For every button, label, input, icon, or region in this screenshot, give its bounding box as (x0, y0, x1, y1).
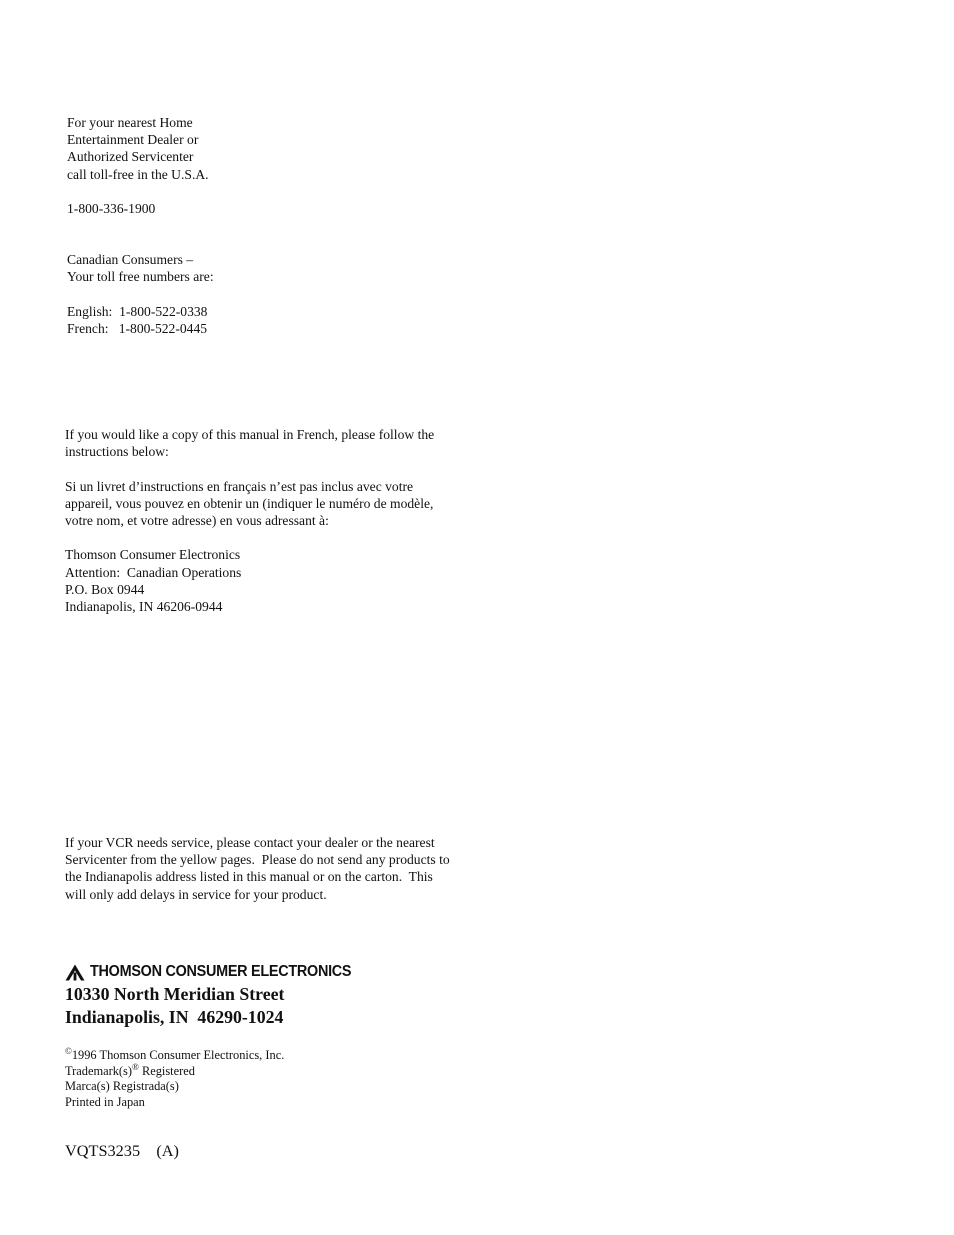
french-intro-line: instructions below: (65, 444, 169, 460)
us-phone-number: 1-800-336-1900 (67, 201, 156, 216)
english-phone-line: English: 1-800-522-0338 (67, 303, 208, 319)
company-address (65, 983, 284, 1028)
contact-line: Authorized Servicenter (67, 149, 194, 165)
service-notice-line: If your VCR needs service, please contact your dealer or the nearest (65, 835, 435, 850)
canadian-consumers-block (67, 251, 214, 337)
registered-symbol: ® (132, 1061, 139, 1072)
french-text-line: votre nom, et votre adresse) en vous adressant à: (65, 513, 329, 528)
company-brand-name: THOMSON CONSUMER ELECTRONICS (90, 963, 352, 980)
canada-heading-line: Canadian Consumers – (67, 252, 194, 267)
street-address: 10330 North Meridian Street (65, 984, 285, 1004)
canada-heading-line: Your toll free numbers are: (67, 269, 214, 285)
dealer-contact-block (67, 114, 209, 217)
printed-in-line: Printed in Japan (65, 1094, 145, 1109)
trademark-suffix: Registered (138, 1063, 195, 1078)
french-intro-line: If you would like a copy of this manual in French, please follow the (65, 427, 435, 442)
mailing-address-line: Thomson Consumer Electronics (65, 547, 241, 563)
legal-notice (65, 1048, 284, 1110)
french-manual-block (65, 426, 434, 615)
service-notice-line: the Indianapolis address listed in this manual or on the carton. This (65, 869, 433, 885)
city-state-zip: Indianapolis, IN 46290-1024 (65, 1006, 284, 1027)
french-text-line: appareil, vous pouvez en obtenir un (indiquer le numéro de modèle, (65, 495, 434, 511)
spacer (67, 183, 209, 200)
french-text-line: Si un livret d’instructions en français n’est pas inclus avec votre (65, 478, 414, 494)
french-phone-line: French: 1-800-522-0445 (67, 320, 208, 336)
contact-line: Entertainment Dealer or (67, 132, 199, 148)
copyright-symbol: © (65, 1046, 72, 1056)
service-notice-line: Servicenter from the yellow pages. Please do not send any products to (65, 852, 450, 868)
company-logo (65, 962, 371, 982)
trademark-line (65, 1061, 284, 1080)
mailing-address-line: P.O. Box 0944 (65, 581, 145, 597)
model-code: VQTS3235 (A) (65, 1141, 179, 1160)
mailing-address-line: Attention: Canadian Operations (65, 564, 242, 580)
service-notice-block (65, 834, 450, 903)
spacer (65, 529, 434, 546)
copyright-text: 1996 Thomson Consumer Electronics, Inc. (71, 1048, 285, 1062)
contact-line: call toll-free in the U.S.A. (67, 166, 209, 182)
thomson-logo-icon (65, 964, 85, 981)
trademark-prefix: Trademark(s) (65, 1063, 132, 1078)
copyright-line (65, 1048, 284, 1064)
mailing-address-line: Indianapolis, IN 46206-0944 (65, 599, 223, 614)
contact-line: For your nearest Home (67, 115, 193, 130)
spacer (67, 285, 214, 302)
service-notice-line: will only add delays in service for your product. (65, 886, 327, 902)
marca-registrada-line: Marca(s) Registrada(s) (65, 1079, 179, 1093)
spacer (65, 460, 434, 477)
